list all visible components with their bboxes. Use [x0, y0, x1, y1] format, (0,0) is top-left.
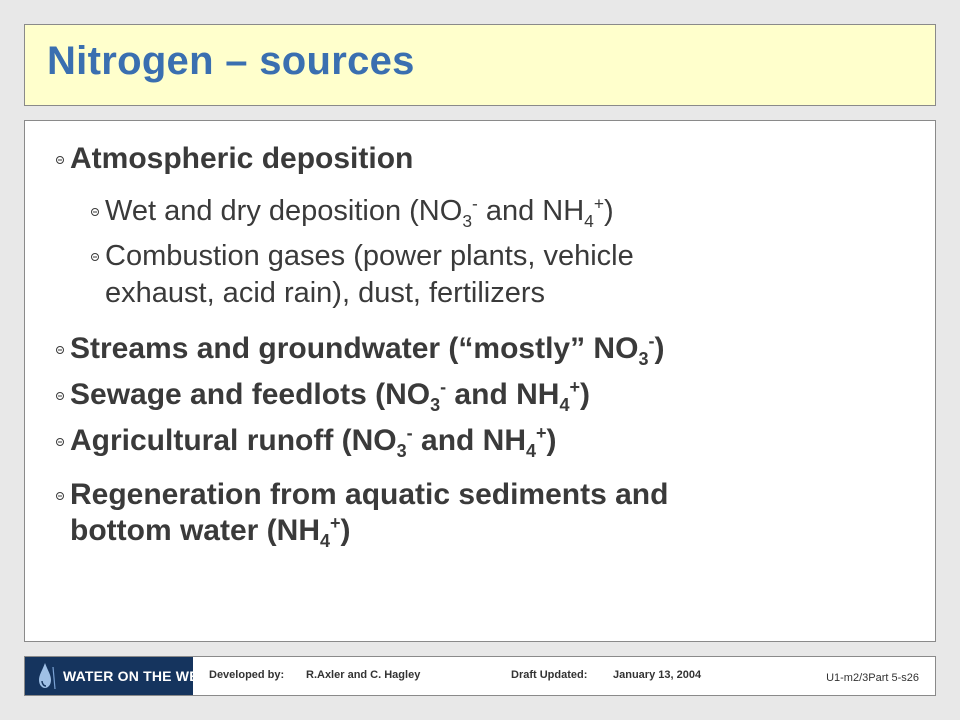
bullet-text-line-1: Combustion gases (power plants, vehicle [105, 240, 634, 272]
subscript: 3 [430, 395, 441, 415]
bullet-text: bottom water (NH [70, 514, 320, 547]
superscript: + [330, 513, 341, 533]
slide-reference: U1-m2/3Part 5-s26 [826, 672, 919, 684]
sub-bullet-combustion [105, 238, 634, 312]
bullet-icon [56, 392, 64, 400]
subscript: 3 [462, 210, 472, 231]
superscript: + [593, 193, 604, 214]
sub-bullet-wet-dry [105, 193, 614, 230]
bullet-icon [56, 492, 64, 500]
subscript: 4 [559, 395, 570, 415]
superscript: - [648, 331, 655, 351]
bullet-text: ) [340, 514, 351, 547]
bullet-icon [56, 156, 64, 164]
bullet-text: ) [604, 195, 614, 227]
bullet-text: Sewage and feedlots (NO [70, 378, 431, 411]
subscript: 4 [526, 441, 537, 461]
bullet-sewage [70, 377, 590, 413]
title-box [24, 24, 936, 106]
bullet-text-line-2 [70, 513, 668, 549]
water-on-the-web-logo [25, 657, 210, 695]
bullet-text-line-2: exhaust, acid rain), dust, fertilizers [105, 277, 546, 309]
bullet-text: ) [546, 424, 557, 457]
developer-names: R.Axler and C. Hagley [306, 669, 421, 681]
subscript: 3 [396, 441, 407, 461]
subscript: 3 [638, 349, 649, 369]
bullet-text: ) [579, 378, 590, 411]
slide-title: Nitrogen – sources [47, 39, 415, 83]
draft-updated-label: Draft Updated: [511, 669, 588, 681]
bullet-streams [70, 331, 664, 367]
water-drop-icon [33, 657, 63, 695]
content-box [24, 120, 936, 642]
bullet-icon [91, 208, 99, 216]
bullet-agricultural [70, 423, 557, 459]
bullet-regeneration [70, 477, 668, 549]
bullet-text: Wet and dry deposition (NO [105, 195, 463, 227]
superscript: - [440, 377, 447, 397]
bullet-atmospheric [70, 141, 413, 177]
bullet-icon [91, 253, 99, 261]
bullet-text: and NH [446, 378, 560, 411]
bullet-text: Atmospheric deposition [70, 142, 414, 175]
superscript: + [536, 423, 547, 443]
bullet-text: ) [654, 332, 665, 365]
bullet-text: and NH [477, 195, 585, 227]
bullet-icon [56, 346, 64, 354]
footer-bar [24, 656, 936, 696]
developed-by-label: Developed by: [209, 669, 285, 681]
superscript: - [406, 423, 413, 443]
bullet-text-line-1: Regeneration from aquatic sediments and [70, 478, 669, 511]
subscript: 4 [584, 210, 594, 231]
subscript: 4 [320, 531, 331, 551]
bullet-icon [56, 438, 64, 446]
logo-text: WATER ON THE WEB [63, 668, 210, 684]
superscript: - [471, 193, 478, 214]
bullet-text: Agricultural runoff (NO [70, 424, 397, 457]
bullet-text: and NH [412, 424, 527, 457]
draft-date: January 13, 2004 [613, 669, 702, 681]
superscript: + [569, 377, 580, 397]
bullet-text: Streams and groundwater (“mostly” NO [70, 332, 639, 365]
